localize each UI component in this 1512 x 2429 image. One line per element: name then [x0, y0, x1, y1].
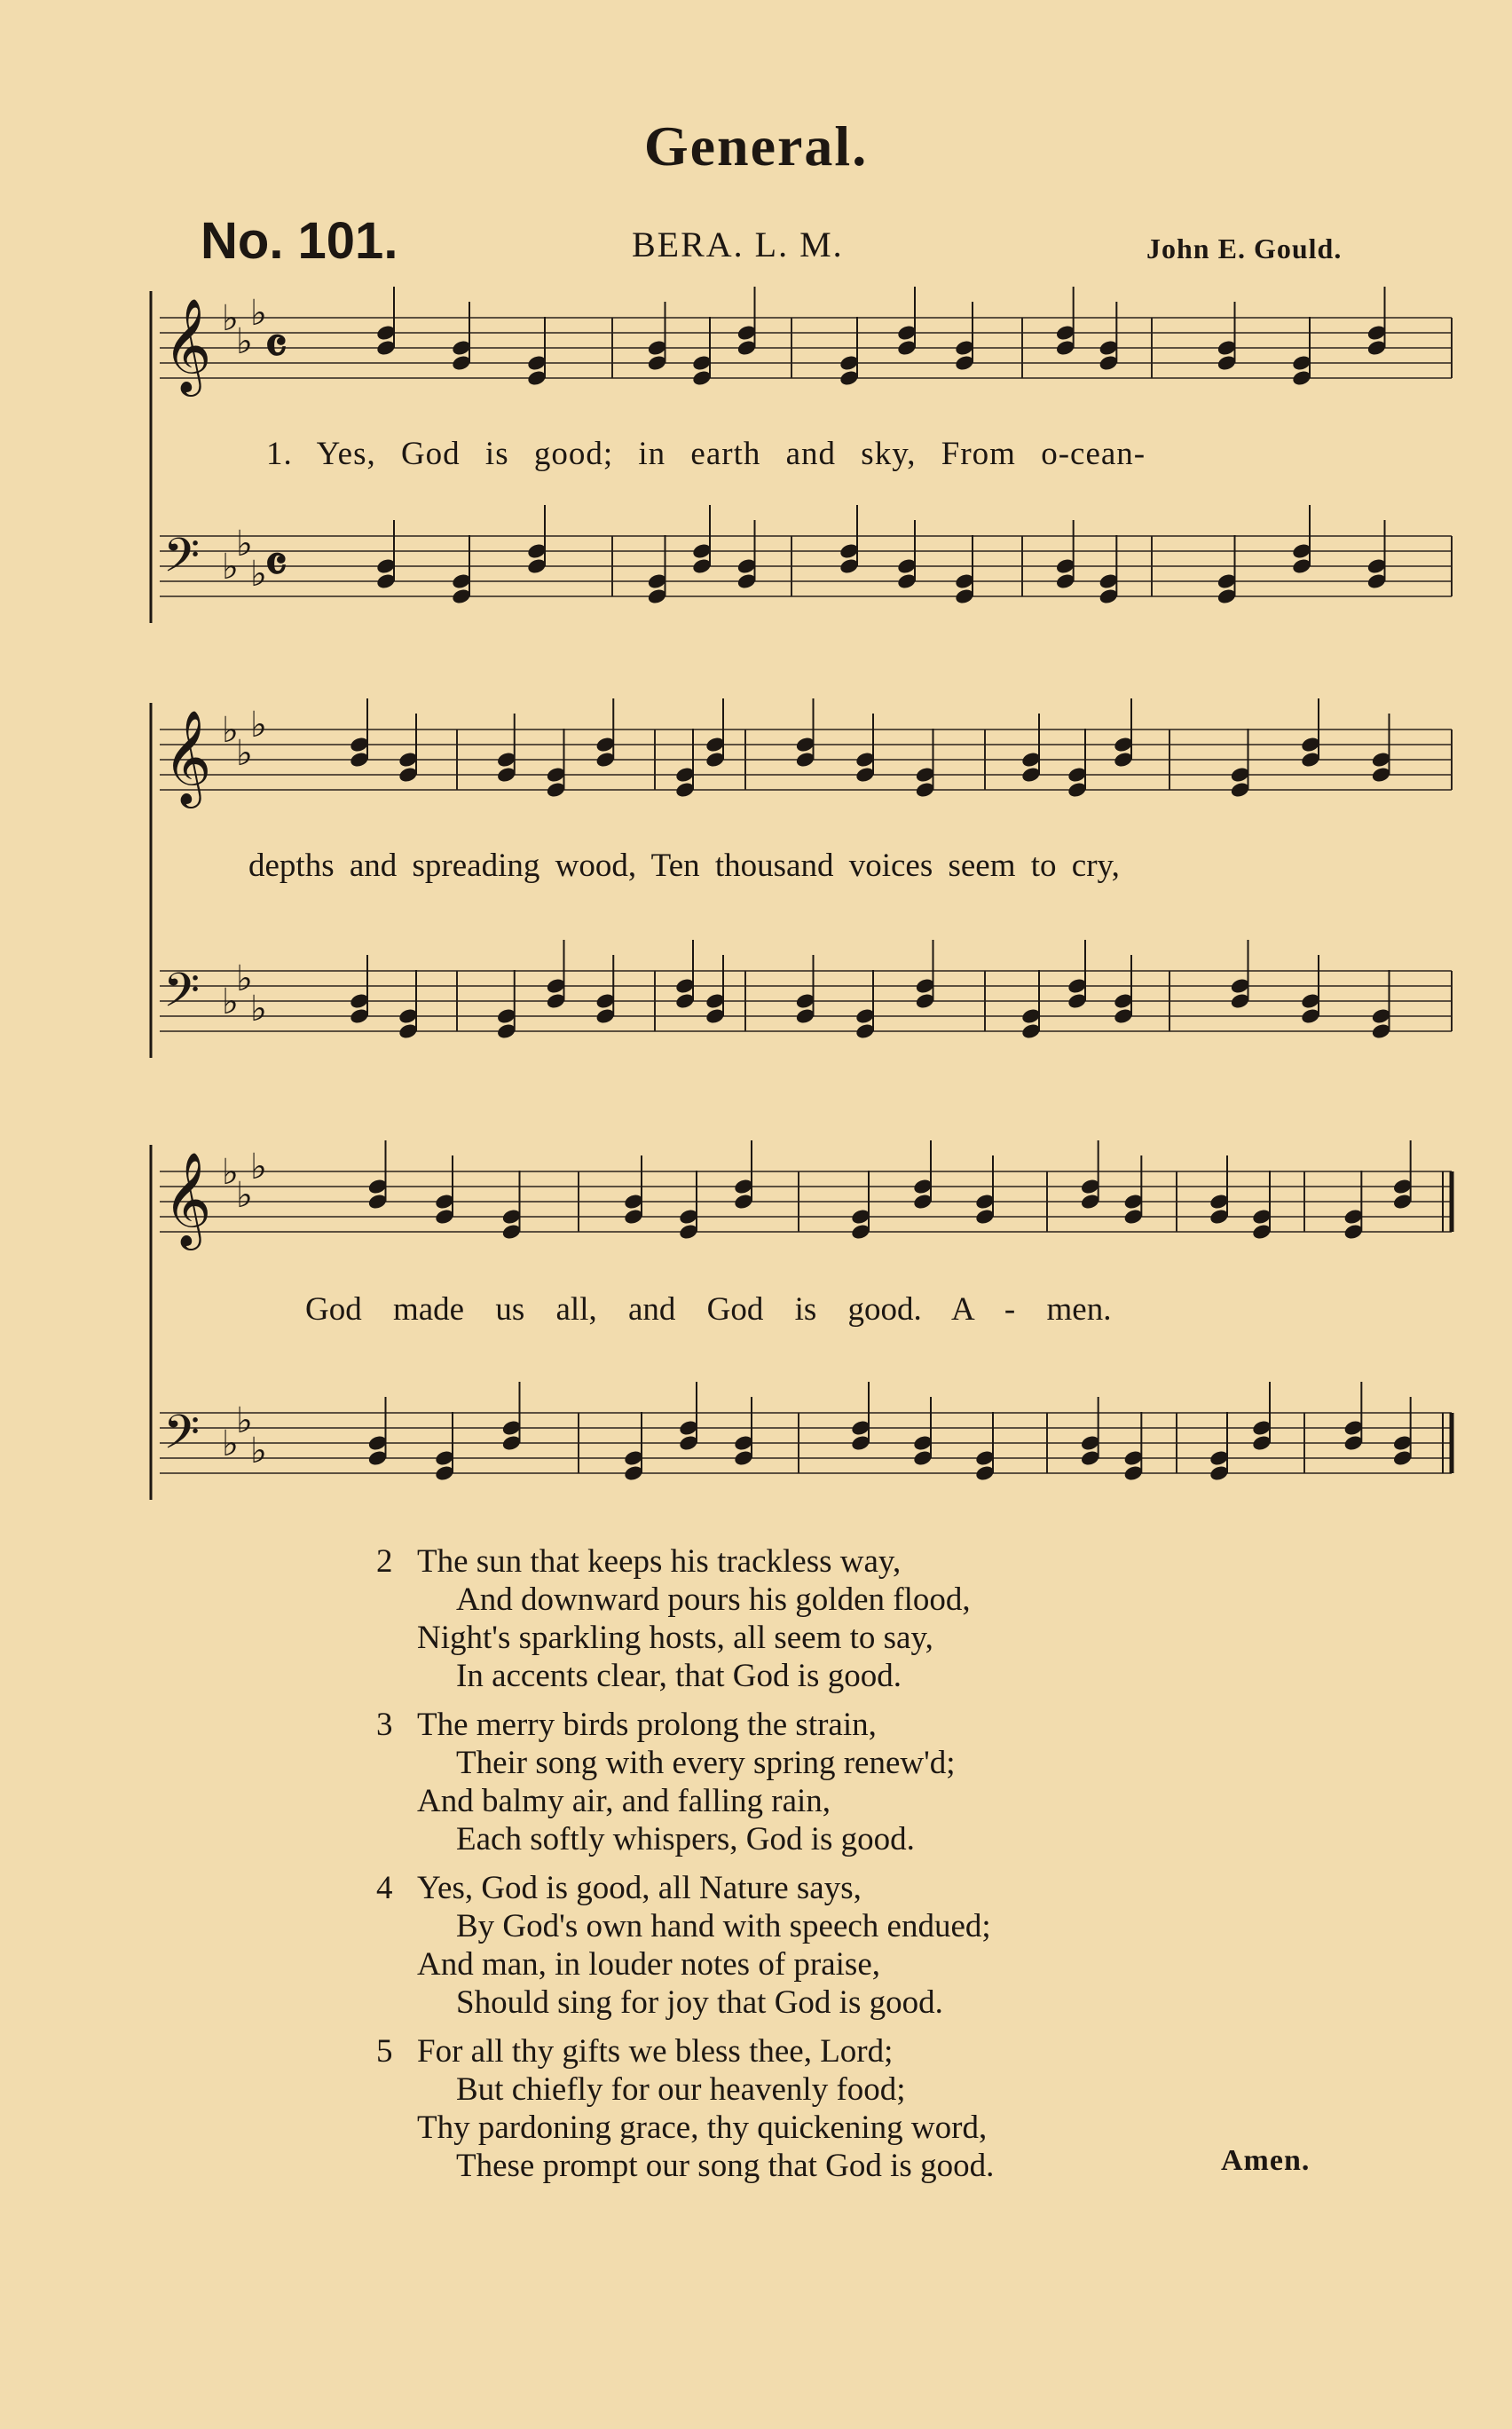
bass-clef-icon: 𝄢: [163, 529, 201, 595]
flat-icon: ♭: [250, 705, 267, 745]
verse-number: 2: [376, 1543, 393, 1580]
verse-5: [376, 2032, 994, 2185]
verse-text: Each softly whispers, God is good.: [456, 1821, 915, 1857]
verse-text: Should sing for joy that God is good.: [456, 1984, 943, 2021]
verse-line: [376, 1581, 994, 1619]
flat-icon: ♭: [222, 710, 239, 751]
flat-icon: ♭: [236, 1400, 253, 1441]
verse-line: [376, 1657, 994, 1695]
tune-name: BERA. L. M.: [632, 225, 844, 264]
flat-icon: ♭: [250, 1147, 267, 1187]
common-time-icon: 𝄴: [264, 534, 287, 595]
verse-line: [376, 2070, 994, 2109]
treble-clef-icon: 𝄞: [163, 709, 212, 804]
verse-line: [376, 2147, 994, 2185]
flat-icon: ♭: [222, 298, 239, 339]
verse-line: [376, 1907, 994, 1945]
verse-text: The merry birds prolong the strain,: [417, 1707, 877, 1743]
flat-icon: ♭: [250, 554, 267, 595]
verse-number: 3: [376, 1707, 393, 1743]
composer-credit: John E. Gould.: [1146, 233, 1343, 264]
verse-number: 5: [376, 2033, 393, 2070]
lyric-line-1: 1. Yes, God is good; in earth and sky, From o-cean-: [266, 436, 1146, 472]
verse-text: And man, in louder notes of praise,: [417, 1946, 880, 1983]
verse-line: [376, 1820, 994, 1858]
flat-icon: ♭: [236, 1175, 253, 1216]
bass-clef-icon: 𝄢: [163, 1406, 201, 1471]
verse-number: 4: [376, 1870, 393, 1906]
flat-icon: ♭: [236, 958, 253, 999]
verse-line: [376, 1619, 994, 1657]
final-amen: Amen.: [1221, 2144, 1311, 2177]
verse-3: [376, 1706, 994, 1858]
verse-4: [376, 1869, 994, 2022]
verse-text: And balmy air, and falling rain,: [417, 1783, 831, 1819]
verse-text: Yes, God is good, all Nature says,: [417, 1870, 862, 1906]
verse-line: [376, 1945, 994, 1983]
verse-line: [376, 1706, 994, 1744]
verse-line: [376, 2032, 994, 2070]
flat-icon: ♭: [222, 547, 239, 588]
common-time-icon: 𝄴: [264, 316, 287, 376]
verse-line: [376, 1542, 994, 1581]
verse-2: [376, 1542, 994, 1695]
verse-line: [376, 1983, 994, 2022]
verse-line: [376, 2109, 994, 2147]
verse-text: Their song with every spring renew'd;: [456, 1745, 956, 1781]
flat-icon: ♭: [222, 1423, 239, 1464]
flat-icon: ♭: [236, 733, 253, 774]
verse-text: By God's own hand with speech endued;: [456, 1908, 991, 1944]
bass-clef-icon: 𝄢: [163, 964, 201, 1029]
additional-verses: [376, 1542, 994, 2196]
verse-line: [376, 1744, 994, 1782]
flat-icon: ♭: [250, 989, 267, 1029]
flat-icon: ♭: [250, 293, 267, 334]
treble-clef-icon: 𝄞: [163, 1151, 212, 1246]
flat-icon: ♭: [236, 321, 253, 362]
verse-text: And downward pours his golden flood,: [456, 1581, 971, 1618]
verse-text: For all thy gifts we bless thee, Lord;: [417, 2033, 894, 2070]
verse-text: These prompt our song that God is good.: [456, 2148, 995, 2184]
verse-text: The sun that keeps his trackless way,: [417, 1543, 902, 1580]
treble-clef-icon: 𝄞: [163, 297, 212, 392]
hymn-number: No. 101.: [201, 212, 398, 270]
flat-icon: ♭: [222, 1152, 239, 1193]
flat-icon: ♭: [222, 982, 239, 1022]
verse-line: [376, 1782, 994, 1820]
lyric-line-2: depths and spreading wood, Ten thousand voices seem to cry,: [248, 848, 1120, 884]
verse-line: [376, 1869, 994, 1907]
verse-text: Thy pardoning grace, thy quickening word,: [417, 2110, 988, 2146]
flat-icon: ♭: [236, 524, 253, 564]
lyric-line-3: God made us all, and God is good. A - men.: [305, 1291, 1112, 1328]
section-title: General.: [643, 114, 869, 177]
verse-text: But chiefly for our heavenly food;: [456, 2071, 906, 2108]
verse-text: Night's sparkling hosts, all seem to say,: [417, 1620, 933, 1656]
flat-icon: ♭: [250, 1431, 267, 1471]
verse-text: In accents clear, that God is good.: [456, 1658, 902, 1694]
